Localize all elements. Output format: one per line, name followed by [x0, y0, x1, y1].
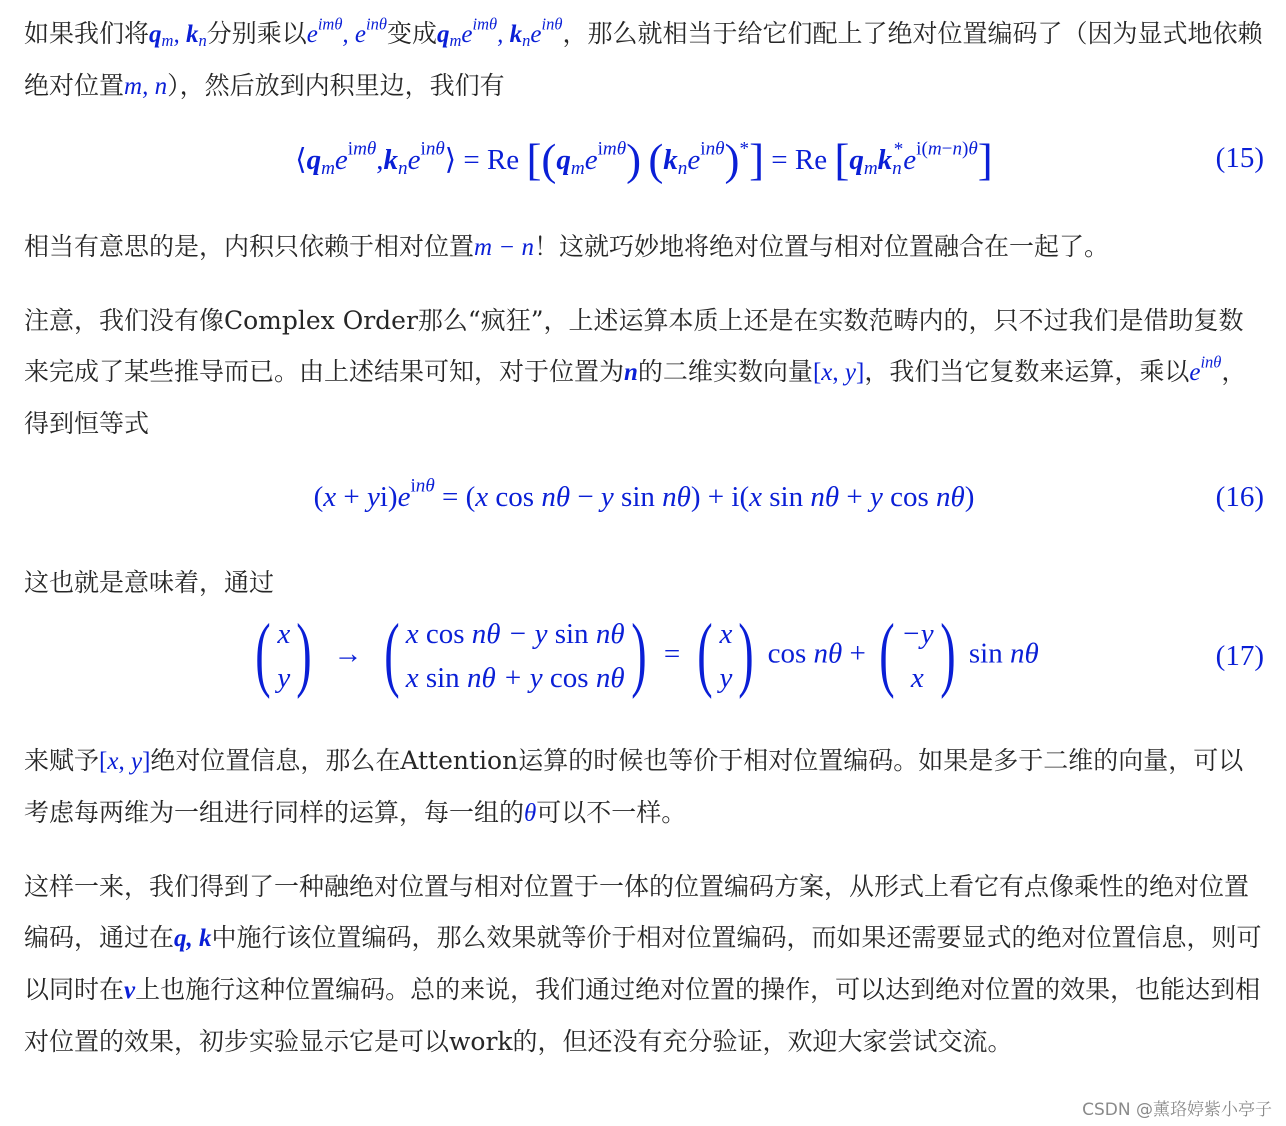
text-span: ！这就巧妙地将绝对位置与相对位置融合在一起了。 [533, 232, 1109, 261]
equation-17 [24, 608, 1264, 726]
text-span: ，得到恒等式 [24, 357, 1247, 438]
text-span: ），然后放到内积里边，我们有 [167, 71, 505, 100]
equation-16-number: (16) [1215, 481, 1264, 513]
csdn-watermark: CSDN @薰珞婷紫小亭子 [1082, 1100, 1272, 1120]
text-span: 可以不一样。 [536, 798, 687, 827]
text-span: 如果我们将 [24, 19, 150, 48]
paragraph-1: 如果我们将$q_m$, $k_n$分别乘以$e^{im\theta}$, $e^{in\theta}$变成$q_me^{im\theta}$, $k_ne^{in\theta}$，那么就相当于给它们配上了绝对位置编码了（因为显式地依赖绝对位置m, n），然后放到内积里边，我们有 [24, 14, 1263, 100]
text-span: 相当有意思的是，内积只依赖于相对位置 [24, 232, 475, 261]
paragraph-3: 注意，我们没有像Complex Order那么“疯狂”，上述运算本质上还是在实数范畴内的，只不过我们是借助复数来完成了某些推导而已。由上述结果可知，对于位置为n的二维实数向量[x, y]，我们当它复数来运算，乘以$e^{in\theta}$，得到恒等式 [24, 306, 1247, 438]
text-span: ，那么就相当于给它们配上了绝对位置编码了（因为显式地依赖绝对位置 [24, 19, 1263, 100]
paragraph-2: 相当有意思的是，内积只依赖于相对位置m − n！这就巧妙地将绝对位置与相对位置融合在一起了。 [24, 232, 1109, 261]
math-qm: q [149, 21, 162, 48]
article-content [24, 8, 1264, 1067]
text-span: 分别乘以 [206, 19, 307, 48]
text-span: 上也施行这种位置编码。总的来说，我们通过绝对位置的操作，可以达到绝对位置的效果，也能达到相对位置的效果，初步实验显示它是可以work的，但还没有充分验证，欢迎大家尝试交流。 [24, 975, 1261, 1056]
equation-17-number: (17) [1215, 640, 1264, 672]
equation-15-number: (15) [1215, 142, 1264, 174]
text-span: ，我们当它复数来运算，乘以 [864, 357, 1190, 386]
equation-15 [24, 134, 1264, 202]
paragraph-6: 这样一来，我们得到了一种融绝对位置与相对位置于一体的位置编码方案，从形式上看它有点像乘性的绝对位置编码，通过在q, k中施行该位置编码，那么效果就等价于相对位置编码，而如果还需要显式的绝对位置信息，则可以同时在v上也施行这种位置编码。总的来说，我们通过绝对位置的操作，可以达到绝对位置的效果，也能达到相对位置的效果，初步实验显示它是可以work的，但还没有充分验证，欢迎大家尝试交流。 [24, 872, 1262, 1056]
equation-15-body: $⟨q_me^{im\theta},k_ne^{in\theta}⟩ = Re$ $[(q_me^{im\theta}) (k_ne^{in\theta})^*] = Re$ $[q_mk_n^*e^{i(m-n)\theta}]$ [295, 134, 993, 185]
text-span: 注意，我们没有像Complex Order那么“疯狂”，上述运算本质上还是在实数范畴内的，只不过我们是借助复数来完成了某些推导而已。由上述结果可知，对于位置为 [24, 306, 1244, 386]
equation-16 [24, 471, 1264, 539]
text-span: 这样一来，我们得到了一种融绝对位置与相对位置于一体的位置编码方案，从形式上看它有点像乘性的绝对位置编码，通过在 [24, 872, 1250, 952]
text-span: 绝对位置信息，那么在Attention运算的时候也等价于相对位置编码。如果是多于二维的向量，可以考虑每两维为一组进行同样的运算，每一组的 [24, 746, 1244, 827]
text-span: 中施行该位置编码，那么效果就等价于相对位置编码，而如果还需要显式的绝对位置信息，则可以同时在 [24, 923, 1262, 1004]
text-span: 这也就是意味着，通过 [24, 568, 275, 597]
equation-17-body: ( x y ) → ( x cos nθ − y sin nθ x sin nθ + y cos nθ ) = ( x y ) cos nθ + ( −y x ) sin nθ [255, 607, 1039, 701]
text-span: 来赋予 [24, 746, 100, 775]
paragraph-4 [24, 557, 1264, 608]
text-span: 的二维实数向量 [637, 357, 813, 386]
paragraph-5: 来赋予[x, y]绝对位置信息，那么在Attention运算的时候也等价于相对位置编码。如果是多于二维的向量，可以考虑每两维为一组进行同样的运算，每一组的θ可以不一样。 [24, 746, 1244, 827]
text-span: 变成 [386, 19, 437, 48]
equation-16-body: $(x + yi)e^{in\theta} = (x$ cos nθ − y sin nθ) + i(x sin nθ + y cos nθ) [313, 475, 975, 513]
